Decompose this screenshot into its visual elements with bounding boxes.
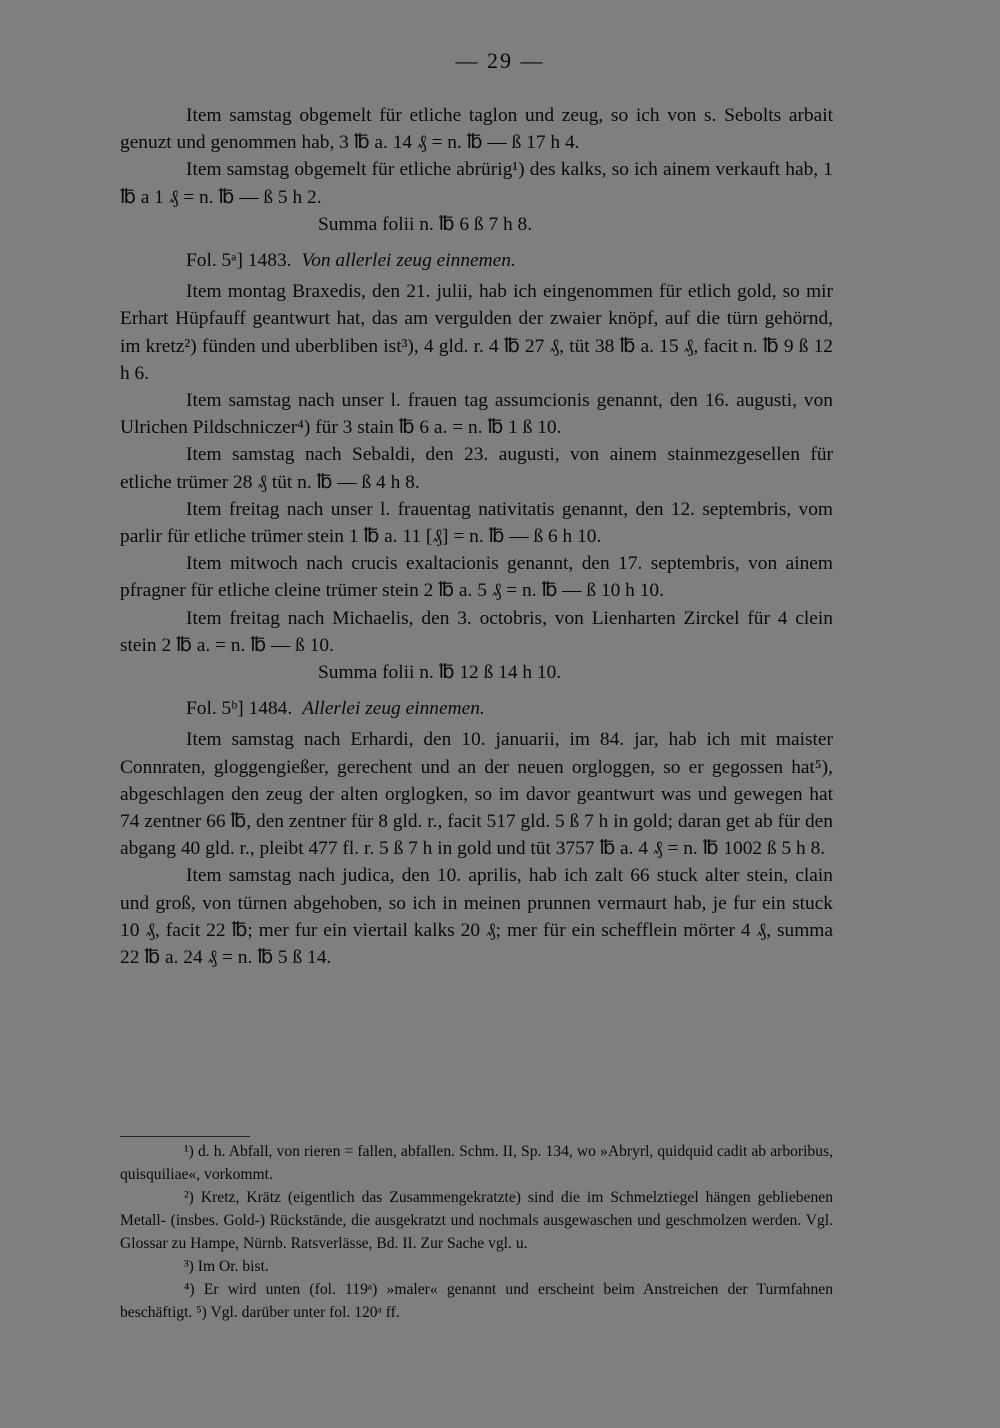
folio-title: Allerlei zeug einnemen. — [302, 698, 485, 720]
folio-label: Fol. 5ᵇ] 1484. — [186, 698, 293, 720]
paragraph: Item freitag nach Michaelis, den 3. octobris, von Lienharten Zirckel für 4 clein stein 2 ℔ a. = n. ℔ — ß 10. — [120, 607, 833, 656]
main-text — [120, 102, 833, 971]
folio-heading — [120, 247, 833, 274]
footnote-divider — [120, 1136, 250, 1137]
page-number: — 29 — — [455, 48, 545, 73]
folio-label: Fol. 5ᵃ] 1483. — [186, 250, 292, 272]
folio-sum: Summa folii n. ℔ 12 ß 14 h 10. — [318, 662, 562, 684]
paragraph: Item samstag nach judica, den 10. aprilis, hab ich zalt 66 stuck alter stein, clain und groß, von türnen abgehoben, so ich in meinen prunnen vermaurt hab, je fur ein stuck 10 ₰, facit 22 ℔; mer fur ein viertail kalks 20 ₰; mer für ein schefflein mörter 4 ₰, summa 22 ℔ a. 24 ₰ = n. ℔ 5 ß 14. — [120, 865, 833, 969]
footnotes — [120, 1140, 833, 1324]
footnote: ¹) d. h. Abfall, von rieren = fallen, abfallen. Schm. II, Sp. 134, wo »Abryrl, quidquid cadit ab arboribus, quisquiliae«, vorkommt. — [120, 1143, 833, 1183]
paragraph: Item samstag nach Sebaldi, den 23. augusti, von ainem stainmezgesellen für etliche trümer 28 ₰ tüt n. ℔ — ß 4 h 8. — [120, 444, 833, 493]
folio-title: Von allerlei zeug einnemen. — [301, 250, 516, 272]
paragraph: Item montag Braxedis, den 21. julii, hab ich eingenommen für etlich gold, so mir Erhart Hüpfauff geantwurt hat, das am vergulden der zwaier knöpf, auf die türn gehörnd, im kretz²) fünden und uberbliben ist³), 4 gld. r. 4 ℔ 27 ₰, tüt 38 ℔ a. 15 ₰, facit n. ℔ 9 ß 12 h 6. — [120, 281, 833, 384]
paragraph: Item samstag nach Erhardi, den 10. januarii, im 84. jar, hab ich mit maister Connraten, gloggengießer, gerechent und an der neuen orgloggen, so er gegossen hat⁵), abgeschlagen den zeug der alten orglogken, so im davor geantwurt was und gewegen hat 74 zentner 66 ℔, den zentner für 8 gld. r., facit 517 gld. 5 ß 7 h in gold; daran get ab für den abgang 40 gld. r., pleibt 477 fl. r. 5 ß 7 h in gold und tüt 3757 ℔ a. 4 ₰ = n. ℔ 1002 ß 5 h 8. — [120, 729, 833, 860]
paragraph: Item mitwoch nach crucis exaltacionis genannt, den 17. septembris, von ainem pfragner für etliche cleine trümer stein 2 ℔ a. 5 ₰ = n. ℔ — ß 10 h 10. — [120, 553, 833, 602]
footnote: ³) Im Or. bist. — [184, 1258, 269, 1275]
paragraph: Item samstag nach unser l. frauen tag assumcionis genannt, den 16. augusti, von Ulrichen Pildschniczer⁴) für 3 stain ℔ 6 a. = n. ℔ 1 ß 10. — [120, 390, 833, 439]
folio-sum: Summa folii n. ℔ 6 ß 7 h 8. — [318, 213, 533, 235]
footnote: ⁴) Er wird unten (fol. 119ᵃ) »maler« genannt und erscheint beim Anstreichen der Turmfahnen beschäftigt. ⁵) Vgl. darüber unter fol. 120ᵃ ff. — [120, 1281, 833, 1321]
paragraph: Item samstag obgemelt für etliche taglon und zeug, so ich von s. Sebolts arbait genuzt und genommen hab, 3 ℔ a. 14 ₰ = n. ℔ — ß 17 h 4. — [120, 105, 833, 154]
paragraph: Item samstag obgemelt für etliche abrürig¹) des kalks, so ich ainem verkauft hab, 1 ℔ a 1 ₰ = n. ℔ — ß 5 h 2. — [120, 159, 833, 208]
footnote: ²) Kretz, Krätz (eigentlich das Zusammengekratzte) sind die im Schmelztiegel hängen gebliebenen Metall- (insbes. Gold-) Rückstände, die ausgekratzt und nochmals ausgewaschen und geschmolzen werden. Vgl. Glossar zu Hampe, Nürnb. Ratsverlässe, Bd. II. Zur Sache vgl. u. — [120, 1189, 833, 1252]
paragraph: Item freitag nach unser l. frauentag nativitatis genannt, den 12. septembris, vom parlir für etliche trümer stein 1 ℔ a. 11 [₰] = n. ℔ — ß 6 h 10. — [120, 498, 833, 548]
folio-heading — [120, 695, 833, 722]
